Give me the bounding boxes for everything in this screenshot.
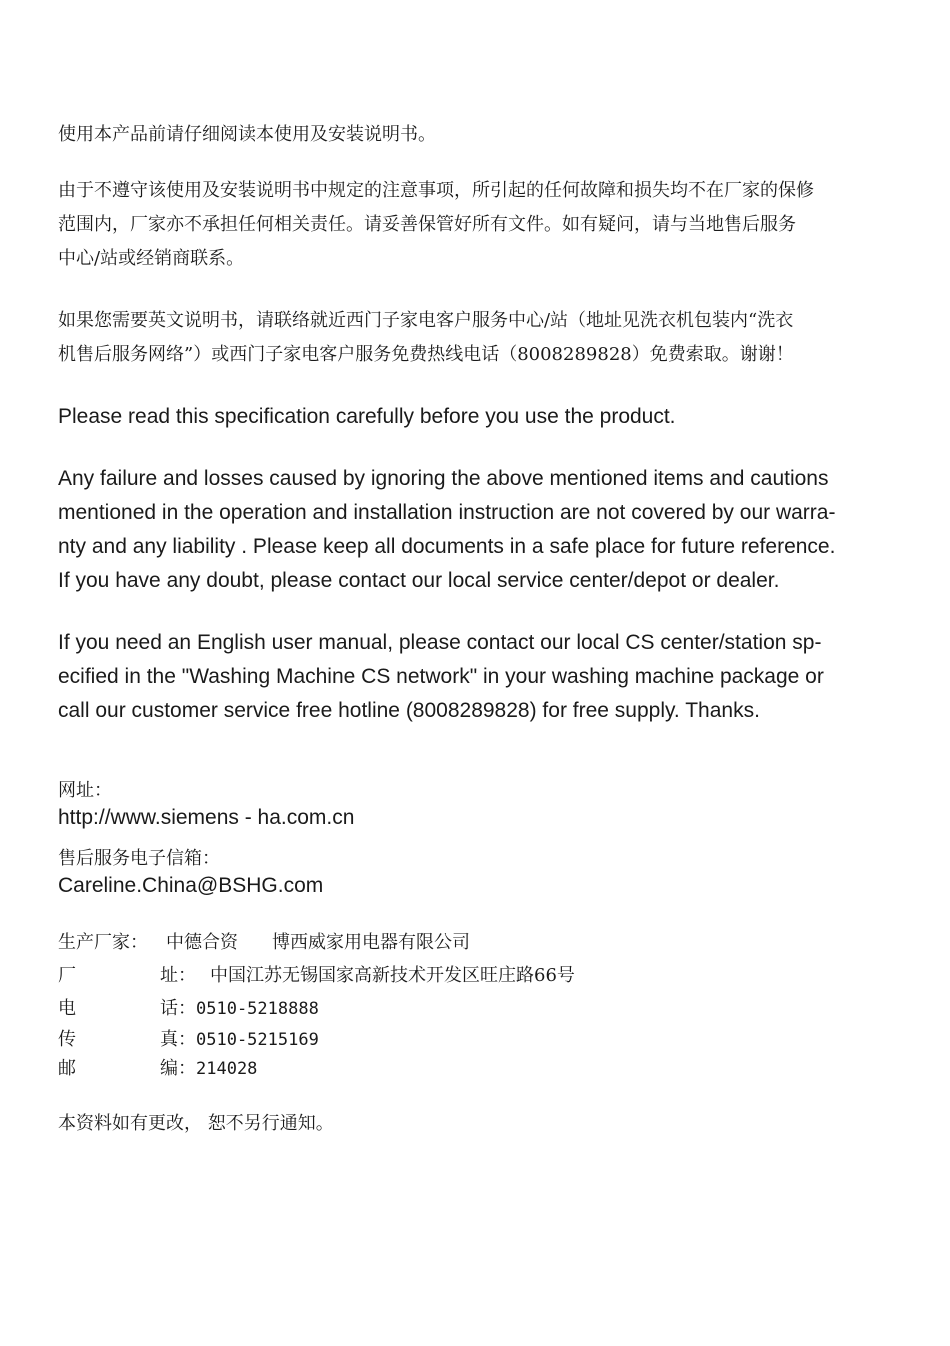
phone-key-suffix: 话：: [160, 998, 196, 1019]
email-link[interactable]: Careline.China@BSHG.com: [58, 874, 324, 897]
fax-row: [58, 1025, 918, 1054]
manufacturer-jv: 中德合资: [166, 932, 238, 953]
cn-english-manual-request: 如果您需要英文说明书，请联络就近西门子家电客户服务中心/站（地址见洗衣机包装内“洗衣 机售后服务网络”）或西门子家电客户服务免费热线电话（8008289828）免费索取。谢谢！: [58, 310, 794, 365]
document-page: [58, 118, 918, 1141]
cn-warranty-notice: 由于不遵守该使用及安装说明书中规定的注意事项，所引起的任何故障和损失均不在厂家的保修 范围内，厂家亦不承担任何相关责任。请妥善保管好所有文件。如有疑问，请与当地售后服务 中心/站或经销商联系。: [58, 180, 814, 269]
address-key-suffix: 址：: [160, 965, 196, 986]
manufacturer-label: 生产厂家：: [58, 932, 148, 953]
fax-key: 传: [58, 1029, 76, 1050]
website-label: 网址：: [58, 780, 112, 801]
en-warranty-notice: Any failure and losses caused by ignoring the above mentioned items and cautions mentioned in the operation and installation instruction are not covered by our warra- nty and any liability . Please keep all documents in a safe place for future reference. If you have any doubt, please contact our local service center/depot or dealer.: [58, 467, 836, 592]
postcode-key: 邮: [58, 1058, 76, 1079]
manufacturer-row: [58, 928, 918, 961]
address-row: [58, 961, 918, 994]
address-key: 厂: [58, 965, 76, 986]
change-notice: 本资料如有更改， 恕不另行通知。: [58, 1113, 334, 1134]
en-read-instructions: Please read this specification carefully before you use the product.: [58, 405, 676, 428]
manufacturer-name: 博西威家用电器有限公司: [272, 932, 470, 953]
cn-read-instructions: 使用本产品前请仔细阅读本使用及安装说明书。: [58, 124, 436, 145]
postcode-value: 214028: [196, 1059, 258, 1079]
phone-key: 电: [58, 998, 76, 1019]
en-english-manual-request: If you need an English user manual, please contact our local CS center/station sp- ecified in the "Washing Machine CS network" in your washing machine package or call our customer service free hotline (8008289828) for free supply. Thanks.: [58, 631, 824, 722]
website-link[interactable]: http://www.siemens - ha.com.cn: [58, 806, 355, 829]
email-label: 售后服务电子信箱：: [58, 848, 220, 869]
address-value: 中国江苏无锡国家高新技术开发区旺庄路66号: [210, 965, 575, 986]
fax-key-suffix: 真：: [160, 1029, 196, 1050]
postcode-row: [58, 1054, 918, 1083]
phone-value: 0510-5218888: [196, 999, 319, 1019]
phone-row: [58, 994, 918, 1025]
fax-value: 0510-5215169: [196, 1030, 319, 1050]
postcode-key-suffix: 编：: [160, 1058, 196, 1079]
